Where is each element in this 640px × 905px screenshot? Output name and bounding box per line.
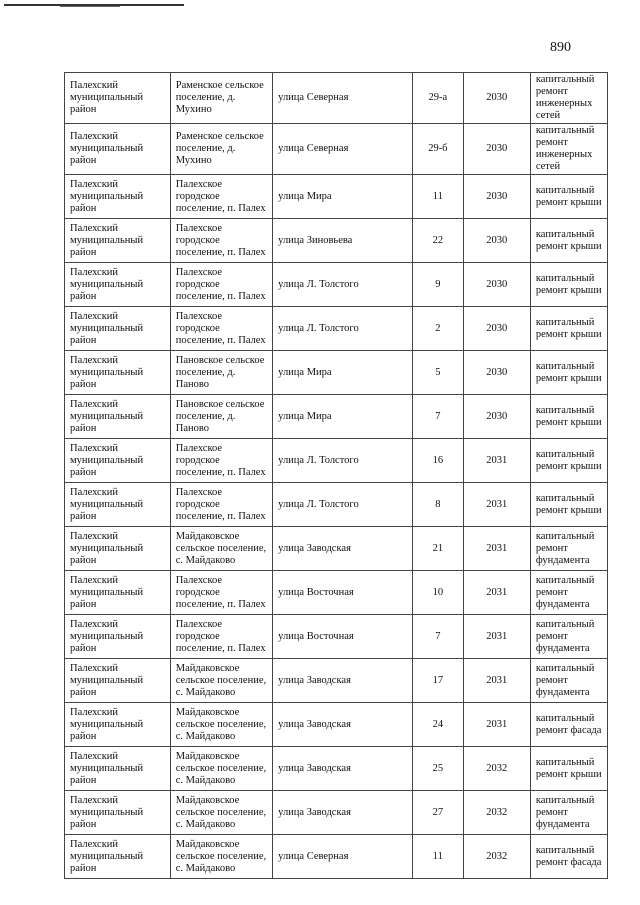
cell-year: 2031 xyxy=(463,703,530,747)
cell-district: Палехский муниципальный район xyxy=(65,175,171,219)
table-row xyxy=(65,615,608,659)
cell-house-number: 24 xyxy=(413,703,464,747)
cell-house-number: 16 xyxy=(413,439,464,483)
cell-settlement: Палехское городское поселение, п. Палех xyxy=(170,263,272,307)
page-number: 890 xyxy=(550,40,571,55)
cell-house-number: 5 xyxy=(413,351,464,395)
cell-house-number: 25 xyxy=(413,747,464,791)
cell-district: Палехский муниципальный район xyxy=(65,395,171,439)
cell-house-number: 8 xyxy=(413,483,464,527)
cell-year: 2030 xyxy=(463,219,530,263)
cell-street: улица Восточная xyxy=(273,571,413,615)
cell-year: 2030 xyxy=(463,395,530,439)
cell-street: улица Мира xyxy=(273,351,413,395)
cell-work-type: капитальный ремонт инженерных сетей xyxy=(530,124,607,175)
table-row xyxy=(65,263,608,307)
table-row xyxy=(65,73,608,124)
cell-settlement: Майдаковское сельское поселение, с. Майдаково xyxy=(170,527,272,571)
cell-settlement: Пановское сельское поселение, д. Паново xyxy=(170,351,272,395)
cell-settlement: Палехское городское поселение, п. Палех xyxy=(170,571,272,615)
table-row xyxy=(65,307,608,351)
cell-district: Палехский муниципальный район xyxy=(65,219,171,263)
cell-settlement: Палехское городское поселение, п. Палех xyxy=(170,175,272,219)
cell-district: Палехский муниципальный район xyxy=(65,351,171,395)
cell-settlement: Раменское сельское поселение, д. Мухино xyxy=(170,73,272,124)
cell-street: улица Заводская xyxy=(273,747,413,791)
table-row xyxy=(65,219,608,263)
cell-street: улица Л. Толстого xyxy=(273,263,413,307)
cell-street: улица Северная xyxy=(273,124,413,175)
table-row xyxy=(65,175,608,219)
cell-district: Палехский муниципальный район xyxy=(65,527,171,571)
scan-edge-line xyxy=(60,6,120,7)
cell-street: улица Северная xyxy=(273,835,413,879)
cell-street: улица Заводская xyxy=(273,791,413,835)
cell-year: 2031 xyxy=(463,483,530,527)
cell-street: улица Заводская xyxy=(273,703,413,747)
cell-year: 2030 xyxy=(463,263,530,307)
cell-district: Палехский муниципальный район xyxy=(65,703,171,747)
cell-house-number: 10 xyxy=(413,571,464,615)
cell-district: Палехский муниципальный район xyxy=(65,615,171,659)
cell-work-type: капитальный ремонт крыши xyxy=(530,219,607,263)
cell-street: улица Мира xyxy=(273,395,413,439)
cell-year: 2030 xyxy=(463,73,530,124)
cell-street: улица Заводская xyxy=(273,527,413,571)
cell-year: 2030 xyxy=(463,124,530,175)
cell-street: улица Л. Толстого xyxy=(273,483,413,527)
cell-house-number: 7 xyxy=(413,395,464,439)
cell-work-type: капитальный ремонт фасада xyxy=(530,835,607,879)
cell-district: Палехский муниципальный район xyxy=(65,791,171,835)
cell-house-number: 2 xyxy=(413,307,464,351)
cell-district: Палехский муниципальный район xyxy=(65,307,171,351)
cell-settlement: Майдаковское сельское поселение, с. Майдаково xyxy=(170,747,272,791)
table-row xyxy=(65,791,608,835)
cell-work-type: капитальный ремонт крыши xyxy=(530,351,607,395)
table-row xyxy=(65,703,608,747)
cell-year: 2031 xyxy=(463,571,530,615)
cell-work-type: капитальный ремонт фундамента xyxy=(530,571,607,615)
cell-district: Палехский муниципальный район xyxy=(65,659,171,703)
cell-house-number: 7 xyxy=(413,615,464,659)
cell-year: 2030 xyxy=(463,307,530,351)
cell-street: улица Северная xyxy=(273,73,413,124)
cell-settlement: Майдаковское сельское поселение, с. Майдаково xyxy=(170,659,272,703)
cell-work-type: капитальный ремонт крыши xyxy=(530,307,607,351)
cell-year: 2031 xyxy=(463,439,530,483)
cell-house-number: 17 xyxy=(413,659,464,703)
cell-house-number: 22 xyxy=(413,219,464,263)
repair-schedule-table xyxy=(64,72,608,879)
cell-settlement: Палехское городское поселение, п. Палех xyxy=(170,307,272,351)
table-row xyxy=(65,124,608,175)
cell-work-type: капитальный ремонт крыши xyxy=(530,395,607,439)
cell-district: Палехский муниципальный район xyxy=(65,124,171,175)
cell-house-number: 21 xyxy=(413,527,464,571)
cell-settlement: Пановское сельское поселение, д. Паново xyxy=(170,395,272,439)
cell-district: Палехский муниципальный район xyxy=(65,73,171,124)
cell-work-type: капитальный ремонт фасада xyxy=(530,703,607,747)
cell-year: 2030 xyxy=(463,175,530,219)
table-row xyxy=(65,659,608,703)
cell-settlement: Майдаковское сельское поселение, с. Майдаково xyxy=(170,835,272,879)
cell-house-number: 11 xyxy=(413,175,464,219)
cell-work-type: капитальный ремонт инженерных сетей xyxy=(530,73,607,124)
cell-work-type: капитальный ремонт крыши xyxy=(530,747,607,791)
cell-settlement: Палехское городское поселение, п. Палех xyxy=(170,615,272,659)
table-row xyxy=(65,439,608,483)
cell-district: Палехский муниципальный район xyxy=(65,747,171,791)
cell-year: 2032 xyxy=(463,747,530,791)
table-row xyxy=(65,527,608,571)
cell-house-number: 9 xyxy=(413,263,464,307)
cell-house-number: 11 xyxy=(413,835,464,879)
table-row xyxy=(65,395,608,439)
cell-settlement: Палехское городское поселение, п. Палех xyxy=(170,219,272,263)
cell-work-type: капитальный ремонт фундамента xyxy=(530,527,607,571)
cell-district: Палехский муниципальный район xyxy=(65,439,171,483)
cell-street: улица Мира xyxy=(273,175,413,219)
cell-year: 2031 xyxy=(463,615,530,659)
cell-house-number: 29-б xyxy=(413,124,464,175)
cell-year: 2031 xyxy=(463,527,530,571)
cell-work-type: капитальный ремонт крыши xyxy=(530,439,607,483)
cell-settlement: Палехское городское поселение, п. Палех xyxy=(170,439,272,483)
cell-work-type: капитальный ремонт крыши xyxy=(530,263,607,307)
cell-year: 2031 xyxy=(463,659,530,703)
cell-house-number: 29-а xyxy=(413,73,464,124)
table-row xyxy=(65,835,608,879)
cell-street: улица Л. Толстого xyxy=(273,439,413,483)
cell-street: улица Зиновьева xyxy=(273,219,413,263)
cell-settlement: Майдаковское сельское поселение, с. Майдаково xyxy=(170,703,272,747)
cell-district: Палехский муниципальный район xyxy=(65,571,171,615)
table-row xyxy=(65,571,608,615)
cell-work-type: капитальный ремонт фундамента xyxy=(530,615,607,659)
cell-work-type: капитальный ремонт крыши xyxy=(530,483,607,527)
cell-settlement: Раменское сельское поселение, д. Мухино xyxy=(170,124,272,175)
cell-house-number: 27 xyxy=(413,791,464,835)
cell-district: Палехский муниципальный район xyxy=(65,483,171,527)
cell-district: Палехский муниципальный район xyxy=(65,263,171,307)
cell-street: улица Л. Толстого xyxy=(273,307,413,351)
cell-work-type: капитальный ремонт фундамента xyxy=(530,791,607,835)
cell-work-type: капитальный ремонт фундамента xyxy=(530,659,607,703)
cell-settlement: Майдаковское сельское поселение, с. Майдаково xyxy=(170,791,272,835)
cell-settlement: Палехское городское поселение, п. Палех xyxy=(170,483,272,527)
table-row xyxy=(65,483,608,527)
cell-year: 2032 xyxy=(463,791,530,835)
table-row xyxy=(65,351,608,395)
cell-work-type: капитальный ремонт крыши xyxy=(530,175,607,219)
table-row xyxy=(65,747,608,791)
cell-street: улица Заводская xyxy=(273,659,413,703)
cell-year: 2030 xyxy=(463,351,530,395)
cell-district: Палехский муниципальный район xyxy=(65,835,171,879)
cell-street: улица Восточная xyxy=(273,615,413,659)
cell-year: 2032 xyxy=(463,835,530,879)
